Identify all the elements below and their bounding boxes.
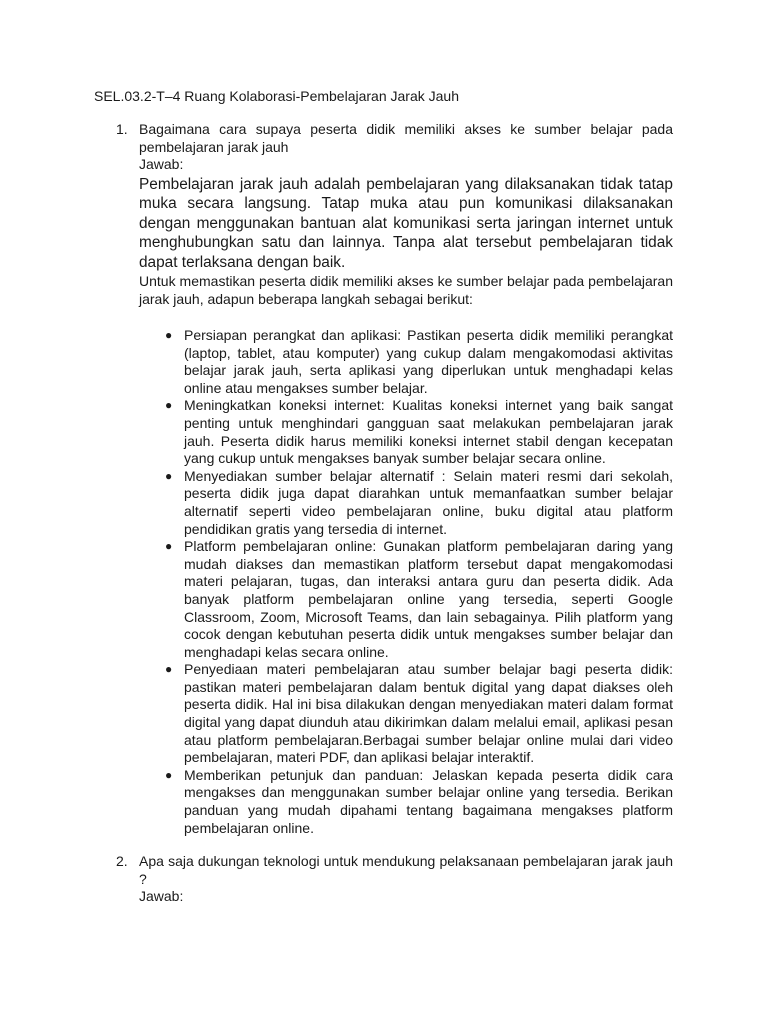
document-title: SEL.03.2-T–4 Ruang Kolaborasi-Pembelajaran Jarak Jauh [94,88,459,104]
list-item-text: Memberikan petunjuk dan panduan: Jelaskan kepada peserta didik cara mengakses dan menggunakan sumber belajar online yang tersedia. Berikan panduan yang mudah dipahami tentang bagaimana mengakses platform pembelajaran online. [184,766,673,836]
list-item-text: Menyediakan sumber belajar alternatif : Selain materi resmi dari sekolah, peserta didik juga dapat diarahkan untuk memanfaatkan sumber belajar alternatif seperti video pembelajaran online, buku digital atau platform pendidikan gratis yang tersedia di internet. [184,467,673,537]
bullet-icon: ● [165,398,173,413]
list-item [139,767,673,837]
bullet-icon: ● [165,662,173,677]
list-item-text: Meningkatkan koneksi internet: Kualitas koneksi internet yang baik sangat penting untuk menghindari gangguan saat melakukan pembelajaran jarak jauh. Peserta didik harus memiliki koneksi internet stabil dengan kecepatan yang cukup untuk mengakses banyak sumber belajar secara online. [184,397,673,467]
list-item [139,538,673,661]
list-item [139,397,673,467]
bullet-icon: ● [165,468,173,483]
answer-label: Jawab: [139,888,184,904]
bullet-icon: ● [165,328,173,342]
question-number: 2. [116,853,128,869]
bullet-icon: ● [165,539,173,554]
list-item-text: Platform pembelajaran online: Gunakan platform pembelajaran daring yang mudah diakses dan memastikan platform tersebut dapat mengakomodasi materi pelajaran, tugas, dan interaksi antara guru dan peserta didik. Ada banyak platform pembelajaran online yang tersedia, seperti Google Classroom, Zoom, Microsoft Teams, dan lain sebagainya. Pilih platform yang cocok dengan kebutuhan peserta didik untuk mengakses sumber belajar dan menghadapi kelas secara online. [184,538,673,660]
answer-lead-paragraph: Untuk memastikan peserta didik memiliki akses ke sumber belajar pada pembelajaran jarak jauh, adapun beberapa langkah sebagai berikut: [139,273,673,307]
question-text: Apa saja dukungan teknologi untuk mendukung pelaksanaan pembelajaran jarak jauh ? [139,853,673,887]
answer-intro-paragraph: Pembelajaran jarak jauh adalah pembelajaran yang dilaksanakan tidak tatap muka secara langsung. Tatap muka atau pun komunikasi dilaksanakan dengan menggunakan bantuan alat komunikasi serta jaringan internet untuk menghubungkan satu dan lainnya. Tanpa alat tersebut pembelajaran tidak dapat terlaksana dengan baik. [139,175,673,271]
question-text: Bagaimana cara supaya peserta didik memiliki akses ke sumber belajar pada pembelajaran jarak jauh [139,121,673,155]
question-body [139,121,673,837]
answer-bullet-list [139,327,673,837]
question-number: 1. [116,121,128,137]
question-body [139,853,673,906]
question-1 [116,121,676,837]
list-item-text: Persiapan perangkat dan aplikasi: Pastikan peserta didik memiliki perangkat (laptop, tablet, atau komputer) yang cukup dalam mengakomodasi aktivitas belajar jarak jauh, serta aplikasi yang diperlukan untuk menghadapi kelas online atau mengakses sumber belajar. [184,327,673,396]
answer-label: Jawab: [139,156,184,172]
list-item [139,327,673,397]
list-item [139,661,673,767]
list-item [139,468,673,538]
bullet-icon: ● [165,767,173,782]
question-2 [116,853,676,906]
list-item-text: Penyediaan materi pembelajaran atau sumber belajar bagi peserta didik: pastikan materi pembelajaran dalam bentuk digital yang dapat diakses oleh peserta didik. Hal ini bisa dilakukan dengan menyediakan materi dalam format digital yang dapat diunduh atau dikirimkan dalam melalui email, aplikasi pesan atau platform pembelajaran.Berbagai sumber belajar online mulai dari video pembelajaran, materi PDF, dan aplikasi belajar interaktif. [184,661,673,766]
